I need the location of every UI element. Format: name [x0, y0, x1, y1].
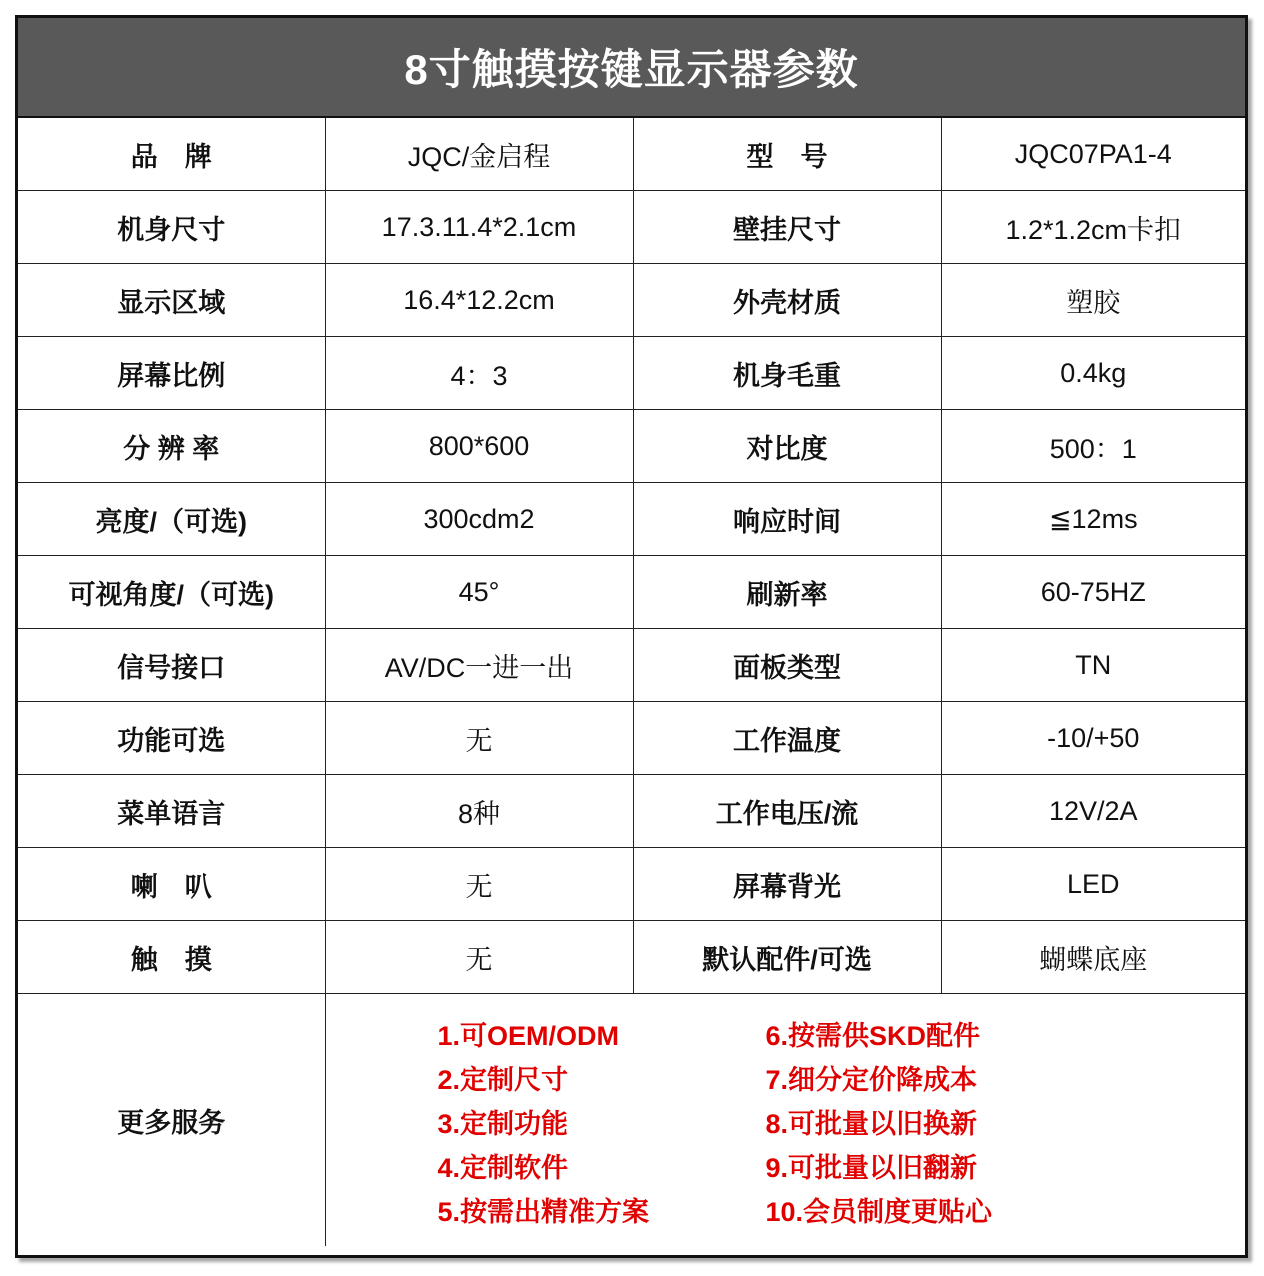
services-row [18, 994, 1245, 1247]
operating-voltage-label: 工作电压/流 [633, 775, 941, 848]
spec-sheet [15, 15, 1248, 1258]
display-area-value: 16.4*12.2cm [325, 264, 633, 337]
backlight-label: 屏幕背光 [633, 848, 941, 921]
menu-language-label: 菜单语言 [18, 775, 325, 848]
services-list [326, 994, 1246, 1246]
panel-type-value: TN [941, 629, 1245, 702]
default-accessory-label: 默认配件/可选 [633, 921, 941, 994]
services-column-left [438, 1014, 650, 1234]
contrast-value: 500：1 [941, 410, 1245, 483]
service-item: 10.会员制度更贴心 [765, 1197, 993, 1227]
spec-table-body [18, 118, 1245, 1246]
shell-material-value: 塑胶 [941, 264, 1245, 337]
service-item: 8.可批量以旧换新 [765, 1109, 978, 1139]
table-row [18, 702, 1245, 775]
touch-value: 无 [325, 921, 633, 994]
table-row [18, 264, 1245, 337]
table-row [18, 556, 1245, 629]
gross-weight-value: 0.4kg [941, 337, 1245, 410]
spec-table [18, 118, 1245, 1246]
table-row [18, 337, 1245, 410]
resolution-value: 800*600 [325, 410, 633, 483]
speaker-value: 无 [325, 848, 633, 921]
wall-mount-size-label: 壁挂尺寸 [633, 191, 941, 264]
resolution-label: 分 辨 率 [18, 410, 325, 483]
aspect-ratio-label: 屏幕比例 [18, 337, 325, 410]
optional-function-value: 无 [325, 702, 633, 775]
refresh-rate-value: 60-75HZ [941, 556, 1245, 629]
refresh-rate-label: 刷新率 [633, 556, 941, 629]
response-time-value: ≦12ms [941, 483, 1245, 556]
service-item: 6.按需供SKD配件 [765, 1021, 981, 1051]
table-row [18, 848, 1245, 921]
optional-function-label: 功能可选 [18, 702, 325, 775]
touch-label: 触 摸 [18, 921, 325, 994]
service-item: 3.定制功能 [437, 1109, 569, 1139]
table-row [18, 921, 1245, 994]
services-label: 更多服务 [18, 994, 325, 1247]
table-row [18, 775, 1245, 848]
body-size-value: 17.3.11.4*2.1cm [325, 191, 633, 264]
viewing-angle-label: 可视角度/（可选) [18, 556, 325, 629]
service-item: 2.定制尺寸 [437, 1065, 569, 1095]
table-row [18, 483, 1245, 556]
brightness-value: 300cdm2 [325, 483, 633, 556]
backlight-value: LED [941, 848, 1245, 921]
table-row [18, 410, 1245, 483]
panel-type-label: 面板类型 [633, 629, 941, 702]
display-area-label: 显示区域 [18, 264, 325, 337]
shell-material-label: 外壳材质 [633, 264, 941, 337]
gross-weight-label: 机身毛重 [633, 337, 941, 410]
brand-label: 品 牌 [18, 118, 325, 191]
table-row [18, 191, 1245, 264]
service-item: 5.按需出精准方案 [437, 1197, 650, 1227]
services-column-right [766, 1014, 993, 1234]
service-item: 4.定制软件 [437, 1153, 569, 1183]
body-size-label: 机身尺寸 [18, 191, 325, 264]
wall-mount-size-value: 1.2*1.2cm卡扣 [941, 191, 1245, 264]
signal-interface-value: AV/DC一进一出 [325, 629, 633, 702]
default-accessory-value: 蝴蝶底座 [941, 921, 1245, 994]
table-row [18, 118, 1245, 191]
service-item: 9.可批量以旧翻新 [765, 1153, 978, 1183]
brand-value: JQC/金启程 [325, 118, 633, 191]
page-title: 8寸触摸按键显示器参数 [18, 18, 1245, 118]
menu-language-value: 8种 [325, 775, 633, 848]
signal-interface-label: 信号接口 [18, 629, 325, 702]
services-cell [325, 994, 1245, 1247]
table-row [18, 629, 1245, 702]
contrast-label: 对比度 [633, 410, 941, 483]
operating-temp-label: 工作温度 [633, 702, 941, 775]
aspect-ratio-value: 4：3 [325, 337, 633, 410]
model-value: JQC07PA1-4 [941, 118, 1245, 191]
viewing-angle-value: 45° [325, 556, 633, 629]
brightness-label: 亮度/（可选) [18, 483, 325, 556]
response-time-label: 响应时间 [633, 483, 941, 556]
model-label: 型 号 [633, 118, 941, 191]
service-item: 7.细分定价降成本 [765, 1065, 978, 1095]
speaker-label: 喇 叭 [18, 848, 325, 921]
operating-voltage-value: 12V/2A [941, 775, 1245, 848]
operating-temp-value: -10/+50 [941, 702, 1245, 775]
service-item: 1.可OEM/ODM [437, 1021, 620, 1051]
